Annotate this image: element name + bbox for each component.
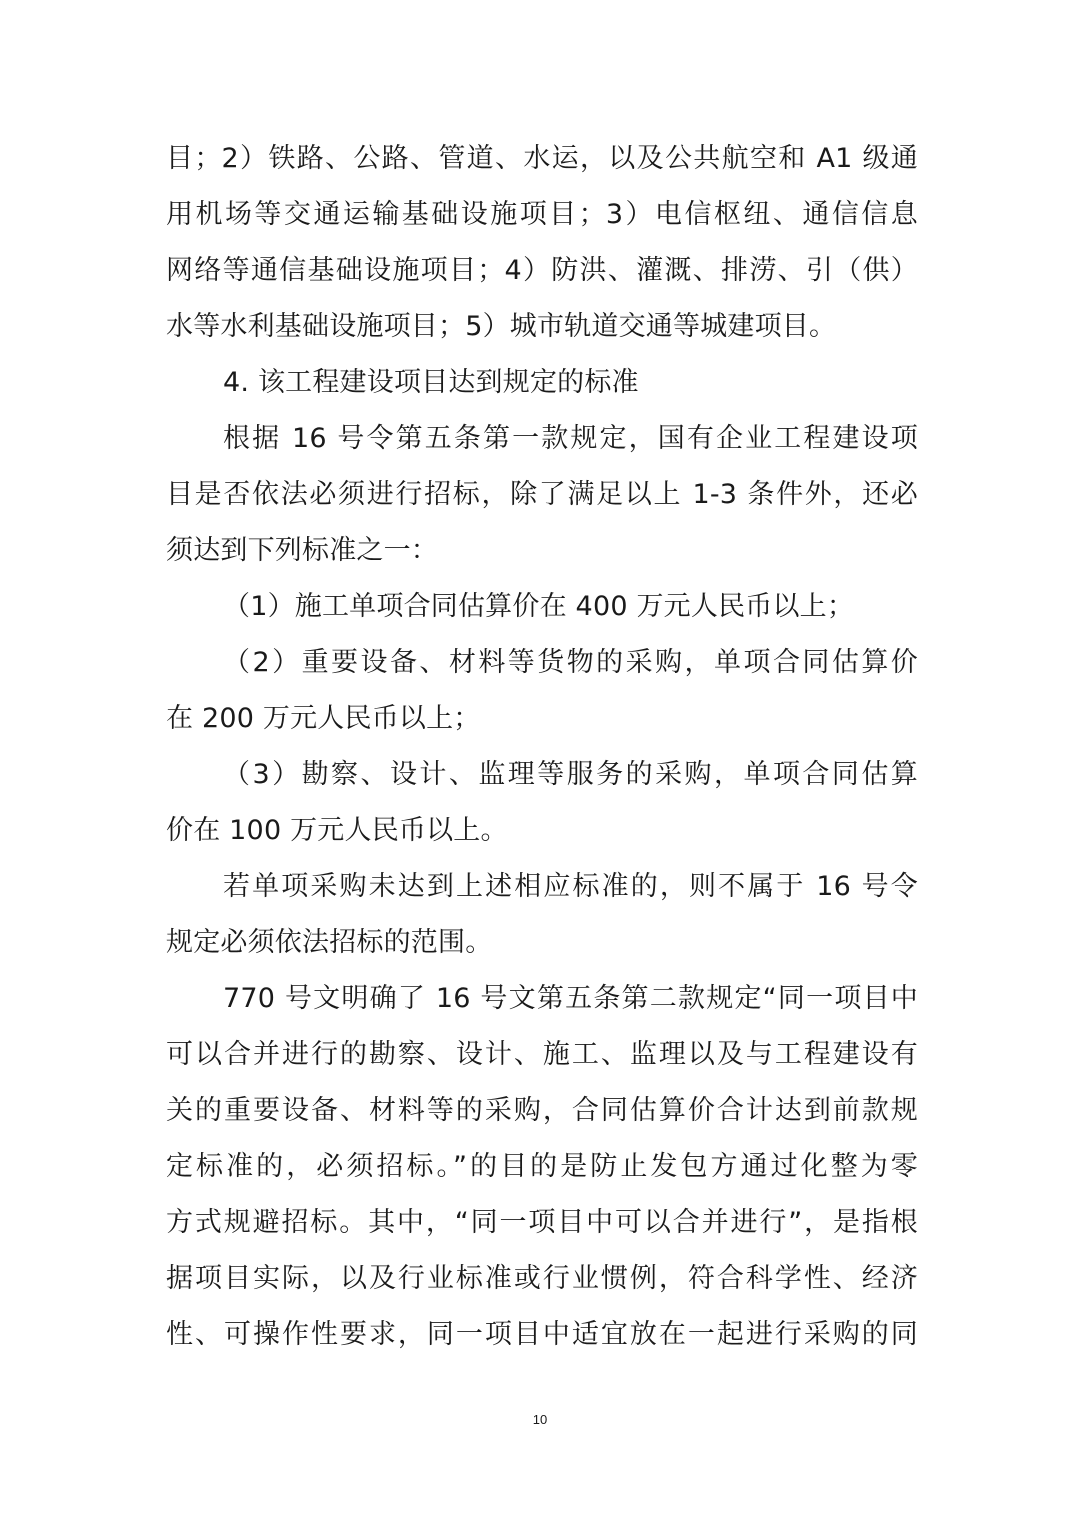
text-line: 水等水利基础设施项目；5）城市轨道交通等城建项目。 <box>166 311 837 342</box>
list-item: （1）施工单项合同估算价在 400 万元人民币以上； <box>223 591 855 622</box>
text-line: 根据 16 号令第五条第一款规定，国有企业工程建设项 <box>223 423 918 454</box>
text-line: 方式规避招标。其中，“同一项目中可以合并进行”，是指根 <box>166 1207 918 1238</box>
text-line: 定标准的，必须招标。”的目的是防止发包方通过化整为零 <box>166 1151 918 1182</box>
text-line: 在 200 万元人民币以上； <box>166 703 481 734</box>
page-number: 10 <box>532 1412 548 1427</box>
text-line: 若单项采购未达到上述相应标准的，则不属于 16 号令 <box>223 871 918 902</box>
text-line: 770 号文明确了 16 号文第五条第二款规定“同一项目中 <box>223 983 918 1014</box>
text-line: 须达到下列标准之一： <box>166 535 438 566</box>
text-line: 目；2）铁路、公路、管道、水运，以及公共航空和 A1 级通 <box>166 143 918 174</box>
text-line: 网络等通信基础设施项目；4）防洪、灌溉、排涝、引（供） <box>166 255 918 286</box>
text-line: 性、可操作性要求，同一项目中适宜放在一起进行采购的同 <box>166 1319 918 1350</box>
list-item: （2）重要设备、材料等货物的采购，单项合同估算价 <box>223 647 918 678</box>
text-line: 关的重要设备、材料等的采购，合同估算价合计达到前款规 <box>166 1095 918 1126</box>
list-item: （3）勘察、设计、监理等服务的采购，单项合同估算 <box>223 759 918 790</box>
text-line: 目是否依法必须进行招标，除了满足以上 1-3 条件外，还必 <box>166 479 918 510</box>
text-line: 据项目实际，以及行业标准或行业惯例，符合科学性、经济 <box>166 1263 918 1294</box>
text-line: 价在 100 万元人民币以上。 <box>166 815 508 846</box>
text-line: 可以合并进行的勘察、设计、施工、监理以及与工程建设有 <box>166 1039 918 1070</box>
text-line: 规定必须依法招标的范围。 <box>166 927 493 958</box>
text-line: 用机场等交通运输基础设施项目；3）电信枢纽、通信信息 <box>166 199 918 230</box>
body-text <box>166 131 918 1363</box>
section-heading: 4. 该工程建设项目达到规定的标准 <box>223 367 639 398</box>
